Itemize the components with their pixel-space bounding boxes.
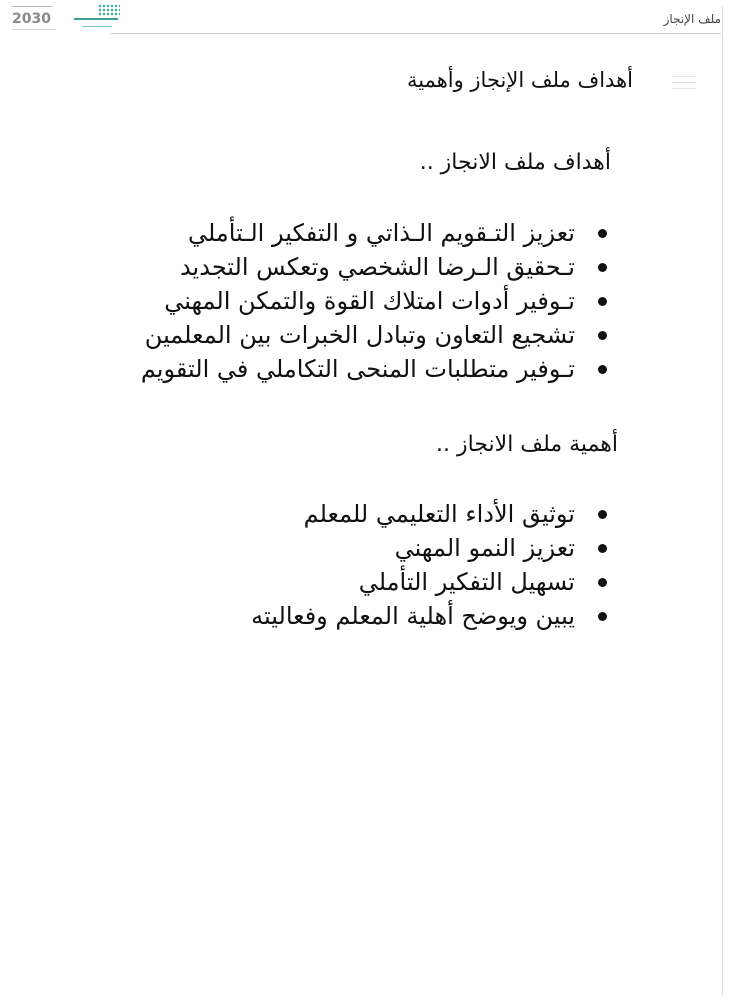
list-item-text: تسهيل التفكير التأملي (358, 568, 575, 596)
list-item-text: تـحقيق الـرضا الشخصي وتعكس التجديد (179, 253, 575, 281)
importance-section-title: أهمية ملف الانجاز .. (436, 432, 618, 457)
vision-logo-number: 2030 (12, 11, 51, 27)
ministry-logo-dots-icon (98, 4, 120, 16)
vision-logo-subtitle-line (12, 29, 56, 34)
menu-icon-bar (672, 82, 696, 83)
menu-icon-bar (672, 76, 696, 77)
goals-list (141, 216, 607, 386)
header (0, 0, 733, 40)
list-item (251, 565, 607, 599)
list-item (141, 250, 607, 284)
list-item-text: تـوفير أدوات امتلاك القوة والتمكن المهني (164, 287, 575, 315)
bullet-icon (598, 229, 607, 238)
importance-list (251, 497, 607, 633)
bullet-icon (598, 612, 607, 621)
list-item-text: يبين ويوضح أهلية المعلم وفعاليته (251, 602, 575, 630)
bullet-icon (598, 331, 607, 340)
page-title: أهداف ملف الإنجاز وأهمية (406, 68, 633, 92)
bullet-icon (598, 510, 607, 519)
vision-2030-logo (12, 6, 64, 34)
list-item (141, 216, 607, 250)
bullet-icon (598, 365, 607, 374)
list-item (141, 352, 607, 386)
ministry-logo-text-line (74, 18, 118, 25)
list-item-text: توثيق الأداء التعليمي للمعلم (303, 500, 575, 528)
header-divider (110, 33, 721, 34)
bullet-icon (598, 578, 607, 587)
bullet-icon (598, 544, 607, 553)
list-item (251, 531, 607, 565)
list-item-text: تعزيز التـقويم الـذاتي و التفكير الـتأملي (187, 219, 575, 247)
list-item-text: تشجيع التعاون وتبادل الخبرات بين المعلمين (144, 321, 575, 349)
header-title: ملف الإنجاز (663, 12, 721, 26)
list-item (251, 497, 607, 531)
bullet-icon (598, 263, 607, 272)
list-item (251, 599, 607, 633)
ministry-logo-subtitle-line (82, 26, 112, 30)
list-item (141, 318, 607, 352)
bullet-icon (598, 297, 607, 306)
list-item-text: تـوفير متطلبات المنحى التكاملي في التقويم (140, 355, 575, 383)
list-item (141, 284, 607, 318)
list-item-text: تعزيز النمو المهني (394, 534, 575, 562)
menu-icon[interactable] (672, 76, 696, 92)
ministry-of-education-logo (72, 4, 120, 32)
goals-section-title: أهداف ملف الانجاز .. (419, 150, 611, 175)
menu-icon-bar (672, 88, 696, 89)
